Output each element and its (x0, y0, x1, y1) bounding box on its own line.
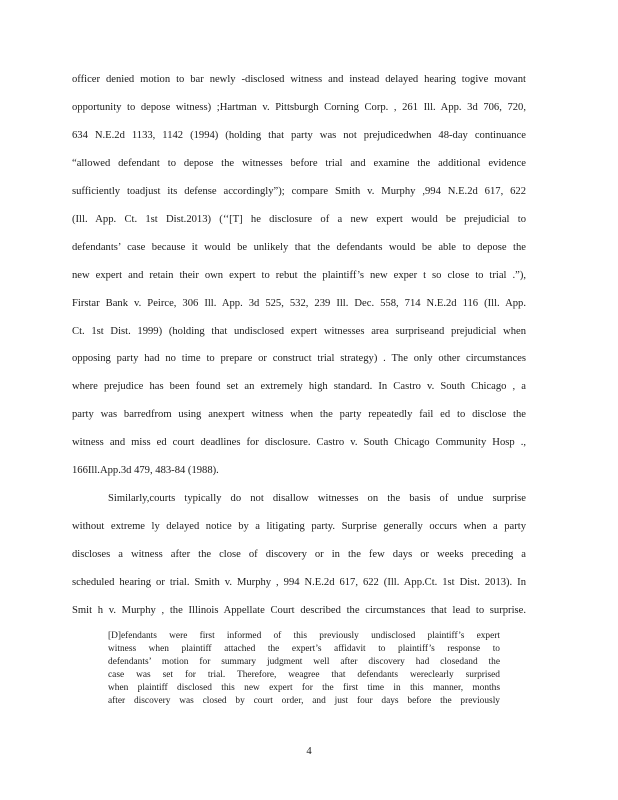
body-line: witness and miss ed court deadlines for disclosure. Castro v. South Chicago Community Hosp ., (72, 437, 526, 448)
body-line: 166Ill.App.3d 479, 483-84 (1988). (72, 465, 219, 476)
body-line: defendants’ case because it would be unlikely that the defendants would be able to depose the (72, 242, 526, 253)
body-line: 634 N.E.2d 1133, 1142 (1994) (holding that party was not prejudicedwhen 48-day continuance (72, 130, 526, 141)
block-quote-line: witness when plaintiff attached the expert’s affidavit to plaintiff’s response to (108, 644, 500, 654)
body-line: Ct. 1st Dist. 1999) (holding that undisclosed expert witnesses area surpriseand prejudicial when (72, 326, 526, 337)
page-number: 4 (306, 746, 312, 757)
body-line: discloses a witness after the close of discovery or in the few days or weeks preceding a (72, 549, 526, 560)
body-line: “allowed defendant to depose the witnesses before trial and examine the additional evidence (72, 158, 526, 169)
block-quote-line: case was set for trial. Therefore, weagree that defendants wereclearly surprised (108, 670, 500, 680)
body-line: sufficiently toadjust its defense accordingly”); compare Smith v. Murphy ,994 N.E.2d 617, 622 (72, 186, 526, 197)
body-line: where prejudice has been found set an extremely high standard. In Castro v. South Chicago , a (72, 381, 526, 392)
body-line: (Ill. App. Ct. 1st Dist.2013) (‘‘[T] he disclosure of a new expert would be prejudicial to (72, 214, 526, 225)
block-quote-line: after discovery was closed by court order, and just four days before the previously (108, 696, 500, 706)
block-quote-line: [D]efendants were first informed of this previously undisclosed plaintiff’s expert (108, 631, 500, 641)
body-line: Firstar Bank v. Peirce, 306 Ill. App. 3d 525, 532, 239 Ill. Dec. 558, 714 N.E.2d 116 (Ill. App. (72, 298, 526, 309)
body-line: opportunity to depose witness) ;Hartman v. Pittsburgh Corning Corp. , 261 Ill. App. 3d 706, 720, (72, 102, 526, 113)
block-quote-line: when plaintiff disclosed this new expert for the first time in this manner, months (108, 683, 500, 693)
body-line: without extreme ly delayed notice by a litigating party. Surprise generally occurs when a party (72, 521, 526, 532)
block-quote-line: defendants’ motion for summary judgment well after discovery had closedand the (108, 657, 500, 667)
paragraph-first-line: Similarly,courts typically do not disallow witnesses on the basis of undue surprise (108, 493, 526, 504)
body-line: new expert and retain their own expert to rebut the plaintiff’s new exper t so close to trial .”), (72, 270, 526, 281)
body-line: Smit h v. Murphy , the Illinois Appellate Court described the circumstances that lead to surprise. (72, 605, 526, 616)
body-line: officer denied motion to bar newly -disclosed witness and instead delayed hearing togive movant (72, 74, 526, 85)
body-line: scheduled hearing or trial. Smith v. Murphy , 994 N.E.2d 617, 622 (Ill. App.Ct. 1st Dist. 2013). In (72, 577, 526, 588)
body-line: opposing party had no time to prepare or construct trial strategy) . The only other circumstances (72, 353, 526, 364)
body-line: party was barredfrom using anexpert witness when the party repeatedly fail ed to disclose the (72, 409, 526, 420)
